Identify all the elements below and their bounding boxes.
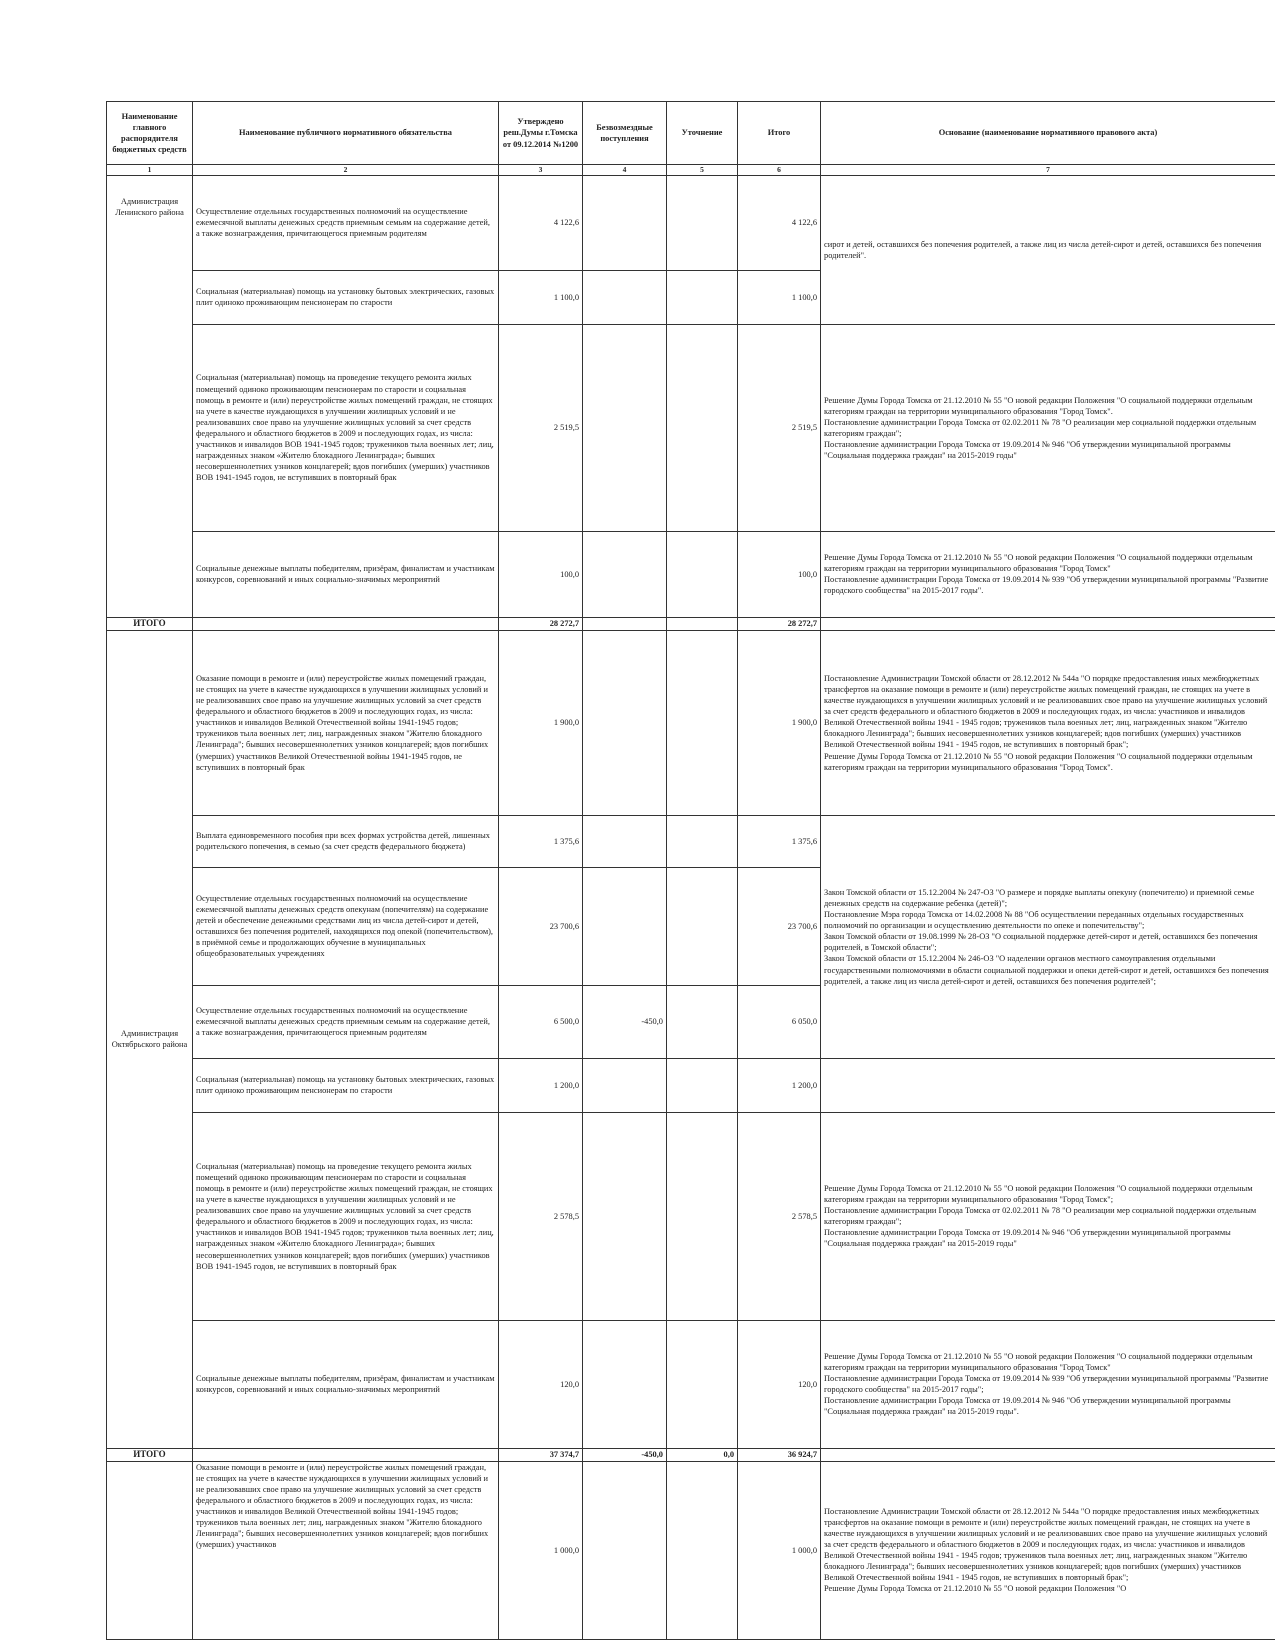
clarification-value [667, 1058, 738, 1112]
total-value: 120,0 [738, 1320, 821, 1448]
obligation-name: Осуществление отдельных государственных полномочий на осуществление ежемесячной выплаты денежных средств приемным семьям на содержание детей, а также вознаграждения, причитающегося приемным родителям [193, 985, 499, 1058]
clarification-value [667, 630, 738, 815]
basis-text: сирот и детей, оставшихся без попечения родителей, а также лиц из числа детей-сирот и детей, оставшихся без попечения родителей". [821, 175, 1275, 324]
approved-value: 120,0 [499, 1320, 583, 1448]
column-number-row [107, 165, 1275, 176]
approved-value: 4 122,6 [499, 175, 583, 270]
obligations-table [106, 101, 1275, 1640]
approved-value: 1 900,0 [499, 630, 583, 815]
total-approved: 37 374,7 [499, 1448, 583, 1461]
basis-text: Постановление Администрации Томской области от 28.12.2012 № 544а "О порядке предоставления иных межбюджетных трансфертов на оказание помощи в ремонте и (или) переустройстве жилых помещений граждан, не стоящих на учете в качестве нуждающихся в улучшении жилищных условий и не реализовавших свое право на улучшение жилищных условий за счет средств федерального и областного бюджетов в 2009 и последующих годах, из числа: участников и инвалидов Великой Отечественной войны 1941 - 1945 годов; тружеников тыла военных лет; лиц, награжденных знаком "Жителю блокадного Ленинграда"; бывших несовершеннолетних узников концлагерей; вдов погибших (умерших) участников Великой Отечественной войны 1941 - 1945 годов, не вступивших в повторный брак"; Решение Думы Города Томска от 21.12.2010 № 55 "О новой редакции Положения "О [821, 1461, 1275, 1639]
basis-text: Постановление Администрации Томской области от 28.12.2012 № 544а "О порядке предоставления иных межбюджетных трансфертов на оказание помощи в ремонте и (или) переустройстве жилых помещений граждан, не стоящих на учете в качестве нуждающихся в улучшении жилищных условий и не реализовавших свое право на улучшение жилищных условий за счет средств федерального и областного бюджетов в 2009 и последующих годах, из числа: участников и инвалидов Великой Отечественной войны 1941 - 1945 годов; тружеников тыла военных лет; лиц, награжденных знаком "Жителю блокадного Ленинграда"; бывших несовершеннолетних узников концлагерей; вдов погибших (умерших) участников Великой Отечественной войны 1941 - 1945 годов, не вступивших в повторный брак"; Решение Думы Города Томска от 21.12.2010 № 55 "О новой редакции Положения "О социальной поддержки отдельным категориям граждан на территории муниципального образования "Город Томск". [821, 630, 1275, 815]
table-row [107, 175, 1275, 270]
total-row [107, 617, 1275, 630]
basis-text: Решение Думы Города Томска от 21.12.2010 № 55 "О новой редакции Положения "О социальной поддержки отдельным категориям граждан на территории муниципального образования "Город Томск" Постановление администрации Города Томска от 19.09.2014 № 939 "Об утверждении муниципальной программы "Развитие городского сообщества" на 2015-2017 годы". [821, 531, 1275, 617]
header-basis: Основание (наименование нормативного правового акта) [821, 102, 1275, 165]
col-number: 6 [738, 165, 821, 176]
clarification-value [667, 175, 738, 270]
total-value: 1 100,0 [738, 270, 821, 324]
obligation-name: Социальная (материальная) помощь на проведение текущего ремонта жилых помещений одиноко проживающим пенсионерам по старости и социальная помощь в ремонте и (или) переустройстве жилых помещений граждан, не стоящих на учете в качестве нуждающихся в улучшении жилищных условий и не реализовавших свое право на улучшение жилищных условий за счет средств федерального и областного бюджетов в 2009 и последующих годах, из числа: участников и инвалидов ВОВ 1941-1945 годов; тружеников тыла военных лет; лиц, награжденных знаком «Жителю блокадного Ленинграда»; бывших несовершеннолетних узников концлагерей; вдов погибших (умерших) участников ВОВ 1941-1945 годов, не вступивших в повторный брак [193, 324, 499, 531]
header-org: Наименование главного распорядителя бюджетных средств [107, 102, 193, 165]
org-name-empty [107, 1461, 193, 1639]
col-number: 2 [193, 165, 499, 176]
clarification-value [667, 531, 738, 617]
header-row [107, 102, 1275, 165]
header-clarification: Уточнение [667, 102, 738, 165]
table-row [107, 815, 1275, 867]
total-approved: 28 272,7 [499, 617, 583, 630]
table-row [107, 531, 1275, 617]
clarification-value [667, 1112, 738, 1320]
clarification-value [667, 815, 738, 867]
empty-cell [667, 617, 738, 630]
obligation-name: Социальная (материальная) помощь на проведение текущего ремонта жилых помещений одиноко проживающим пенсионерам по старости и социальная помощь в ремонте и (или) переустройстве жилых помещений граждан, не стоящих на учете в качестве нуждающихся в улучшении жилищных условий и не реализовавших свое право на улучшение жилищных условий за счет средств федерального и областного бюджетов в 2009 и последующих годах, из числа: участников и инвалидов ВОВ 1941-1945 годов; тружеников тыла военных лет; лиц, награжденных знаком «Жителю блокадного Ленинграда»; бывших несовершеннолетних узников концлагерей; вдов погибших (умерших) участников ВОВ 1941-1945 годов, не вступивших в повторный брак [193, 1112, 499, 1320]
grants-value [583, 1058, 667, 1112]
approved-value: 2 519,5 [499, 324, 583, 531]
approved-value: 2 578,5 [499, 1112, 583, 1320]
header-approved: Утверждено реш.Думы г.Томска от 09.12.2014 №1200 [499, 102, 583, 165]
obligation-name: Социальная (материальная) помощь на установку бытовых электрических, газовых плит одиноко проживающим пенсионерам по старости [193, 1058, 499, 1112]
clarification-value [667, 1320, 738, 1448]
obligation-name: Осуществление отдельных государственных полномочий на осуществление ежемесячной выплаты денежных средств опекунам (попечителям) на содержание детей и обеспечение денежными средствами лиц из числа детей-сирот и детей, оставшихся без попечения родителей, находящихся под опекой (попечительством), в приёмной семье и продолжающих обучение в муниципальных общеобразовательных учреждениях [193, 867, 499, 985]
total-value: 1 900,0 [738, 630, 821, 815]
approved-value: 6 500,0 [499, 985, 583, 1058]
total-value: 1 000,0 [738, 1461, 821, 1639]
empty-cell [583, 617, 667, 630]
clarification-value [667, 985, 738, 1058]
grants-value [583, 531, 667, 617]
table-row [107, 1058, 1275, 1112]
total-value: 6 050,0 [738, 985, 821, 1058]
obligation-name: Осуществление отдельных государственных полномочий на осуществление ежемесячной выплаты денежных средств приемным семьям на содержание детей, а также вознаграждения, причитающегося приемным родителям [193, 175, 499, 270]
clarification-value [667, 324, 738, 531]
basis-text: Закон Томской области от 15.12.2004 № 247-ОЗ "О размере и порядке выплаты опекуну (попечителю) и приемной семье денежных средств на содержание ребенка (детей)"; Постановление Мэра города Томска от 14.02.2008 № 88 "Об осуществлении переданных отдельных государственных полномочий по организации и осуществлению деятельности по опеке и попечительству"; Закон Томской области от 19.08.1999 № 28-ОЗ "О социальной поддержке детей-сирот и детей, оставшихся без попечения родителей, в Томской области"; Закон Томской области от 15.12.2004 № 246-ОЗ "О наделении органов местного самоуправления отдельными государственными полномочиями в области социальной поддержки и опеки детей-сирот и детей, оставшихся без попечения родителей, а также лиц из числа детей-сирот и детей, оставшихся без попечения родителей"; [821, 815, 1275, 1058]
total-sum: 28 272,7 [738, 617, 821, 630]
col-number: 1 [107, 165, 193, 176]
total-clarification: 0,0 [667, 1448, 738, 1461]
obligation-name: Социальная (материальная) помощь на установку бытовых электрических, газовых плит одиноко проживающим пенсионерам по старости [193, 270, 499, 324]
total-sum: 36 924,7 [738, 1448, 821, 1461]
clarification-value [667, 867, 738, 985]
total-value: 1 200,0 [738, 1058, 821, 1112]
col-number: 3 [499, 165, 583, 176]
approved-value: 1 100,0 [499, 270, 583, 324]
col-number: 5 [667, 165, 738, 176]
obligation-name: Выплата единовременного пособия при всех формах устройства детей, лишенных родительского попечения, в семью (за счет средств федерального бюджета) [193, 815, 499, 867]
clarification-value [667, 1461, 738, 1639]
total-row [107, 1448, 1275, 1461]
obligation-name: Социальные денежные выплаты победителям, призёрам, финалистам и участникам конкурсов, соревнований и иных социально-значимых мероприятий [193, 1320, 499, 1448]
approved-value: 100,0 [499, 531, 583, 617]
grants-value [583, 630, 667, 815]
grants-value [583, 1112, 667, 1320]
total-value: 100,0 [738, 531, 821, 617]
table-row [107, 324, 1275, 531]
total-value: 2 519,5 [738, 324, 821, 531]
obligation-name: Оказание помощи в ремонте и (или) переустройстве жилых помещений граждан, не стоящих на учете в качестве нуждающихся в улучшении жилищных условий и не реализовавших свое право на улучшение жилищных условий за счет средств федерального и областного бюджетов в 2009 и последующих годах, из числа: участников и инвалидов Великой Отечественной войны 1941-1945 годов; тружеников тыла военных лет; лиц, награжденных знаком "Жителю блокадного Ленинграда"; бывших несовершеннолетних узников концлагерей; вдов погибших (умерших) участников [193, 1461, 499, 1639]
approved-value: 23 700,6 [499, 867, 583, 985]
org-name: Администрация Ленинского района [107, 175, 193, 617]
grants-value [583, 815, 667, 867]
col-number: 4 [583, 165, 667, 176]
total-value: 2 578,5 [738, 1112, 821, 1320]
grants-value [583, 867, 667, 985]
table-row [107, 1461, 1275, 1639]
total-label: ИТОГО [107, 1448, 193, 1461]
header-total: Итого [738, 102, 821, 165]
org-name: Администрация Октябрьского района [107, 630, 193, 1448]
total-value: 23 700,6 [738, 867, 821, 985]
obligation-name: Социальные денежные выплаты победителям, призёрам, финалистам и участникам конкурсов, соревнований и иных социально-значимых мероприятий [193, 531, 499, 617]
total-value: 4 122,6 [738, 175, 821, 270]
header-obligation: Наименование публичного нормативного обязательства [193, 102, 499, 165]
table-row [107, 1112, 1275, 1320]
empty-cell [821, 1448, 1275, 1461]
basis-text: Решение Думы Города Томска от 21.12.2010 № 55 "О новой редакции Положения "О социальной поддержки отдельным категориям граждан на территории муниципального образования "Город Томск". Постановление администрации Города Томска от 02.02.2011 № 78 "О реализации мер социальной поддержки отдельным категориям граждан"; Постановление администрации Города Томска от 19.09.2014 № 946 "Об утверждении муниципальной программы "Социальная поддержка граждан" на 2015-2019 годы" [821, 324, 1275, 531]
grants-value [583, 324, 667, 531]
total-value: 1 375,6 [738, 815, 821, 867]
clarification-value [667, 270, 738, 324]
empty-cell [821, 617, 1275, 630]
total-grants: -450,0 [583, 1448, 667, 1461]
grants-value [583, 1320, 667, 1448]
basis-text: Решение Думы Города Томска от 21.12.2010 № 55 "О новой редакции Положения "О социальной поддержки отдельным категориям граждан на территории муниципального образования "Город Томск" Постановление администрации Города Томска от 19.09.2014 № 939 "Об утверждении муниципальной программы "Развитие городского сообщества" на 2015-2017 годы"; Постановление администрации Города Томска от 19.09.2014 № 946 "Об утверждении муниципальной программы "Социальная поддержка граждан" на 2015-2019 годы". [821, 1320, 1275, 1448]
approved-value: 1 000,0 [499, 1461, 583, 1639]
obligation-name: Оказание помощи в ремонте и (или) переустройстве жилых помещений граждан, не стоящих на учете в качестве нуждающихся в улучшении жилищных условий и не реализовавших свое право на улучшение жилищных условий за счет средств федерального и областного бюджетов в 2009 и последующих годах, из числа: участников и инвалидов Великой Отечественной войны 1941-1945 годов; тружеников тыла военных лет; лиц, награжденных знаком "Жителю блокадного Ленинграда"; бывших несовершеннолетних узников концлагерей; вдов погибших (умерших) участников Великой Отечественной войны 1941-1945 годов, не вступивших в повторный брак [193, 630, 499, 815]
approved-value: 1 200,0 [499, 1058, 583, 1112]
empty-cell [193, 617, 499, 630]
grants-value [583, 270, 667, 324]
grants-value [583, 1461, 667, 1639]
table-row [107, 1320, 1275, 1448]
header-grants: Безвозмездные поступления [583, 102, 667, 165]
approved-value: 1 375,6 [499, 815, 583, 867]
empty-cell [193, 1448, 499, 1461]
total-label: ИТОГО [107, 617, 193, 630]
table-row [107, 630, 1275, 815]
basis-text: Решение Думы Города Томска от 21.12.2010 № 55 "О новой редакции Положения "О социальной поддержки отдельным категориям граждан на территории муниципального образования "Город Томск"; Постановление администрации Города Томска от 02.02.2011 № 78 "О реализации мер социальной поддержки отдельным категориям граждан"; Постановление администрации Города Томска от 19.09.2014 № 946 "Об утверждении муниципальной программы "Социальная поддержка граждан" на 2015-2019 годы" [821, 1112, 1275, 1320]
grants-value: -450,0 [583, 985, 667, 1058]
col-number: 7 [821, 165, 1275, 176]
grants-value [583, 175, 667, 270]
empty-basis [821, 1058, 1275, 1112]
